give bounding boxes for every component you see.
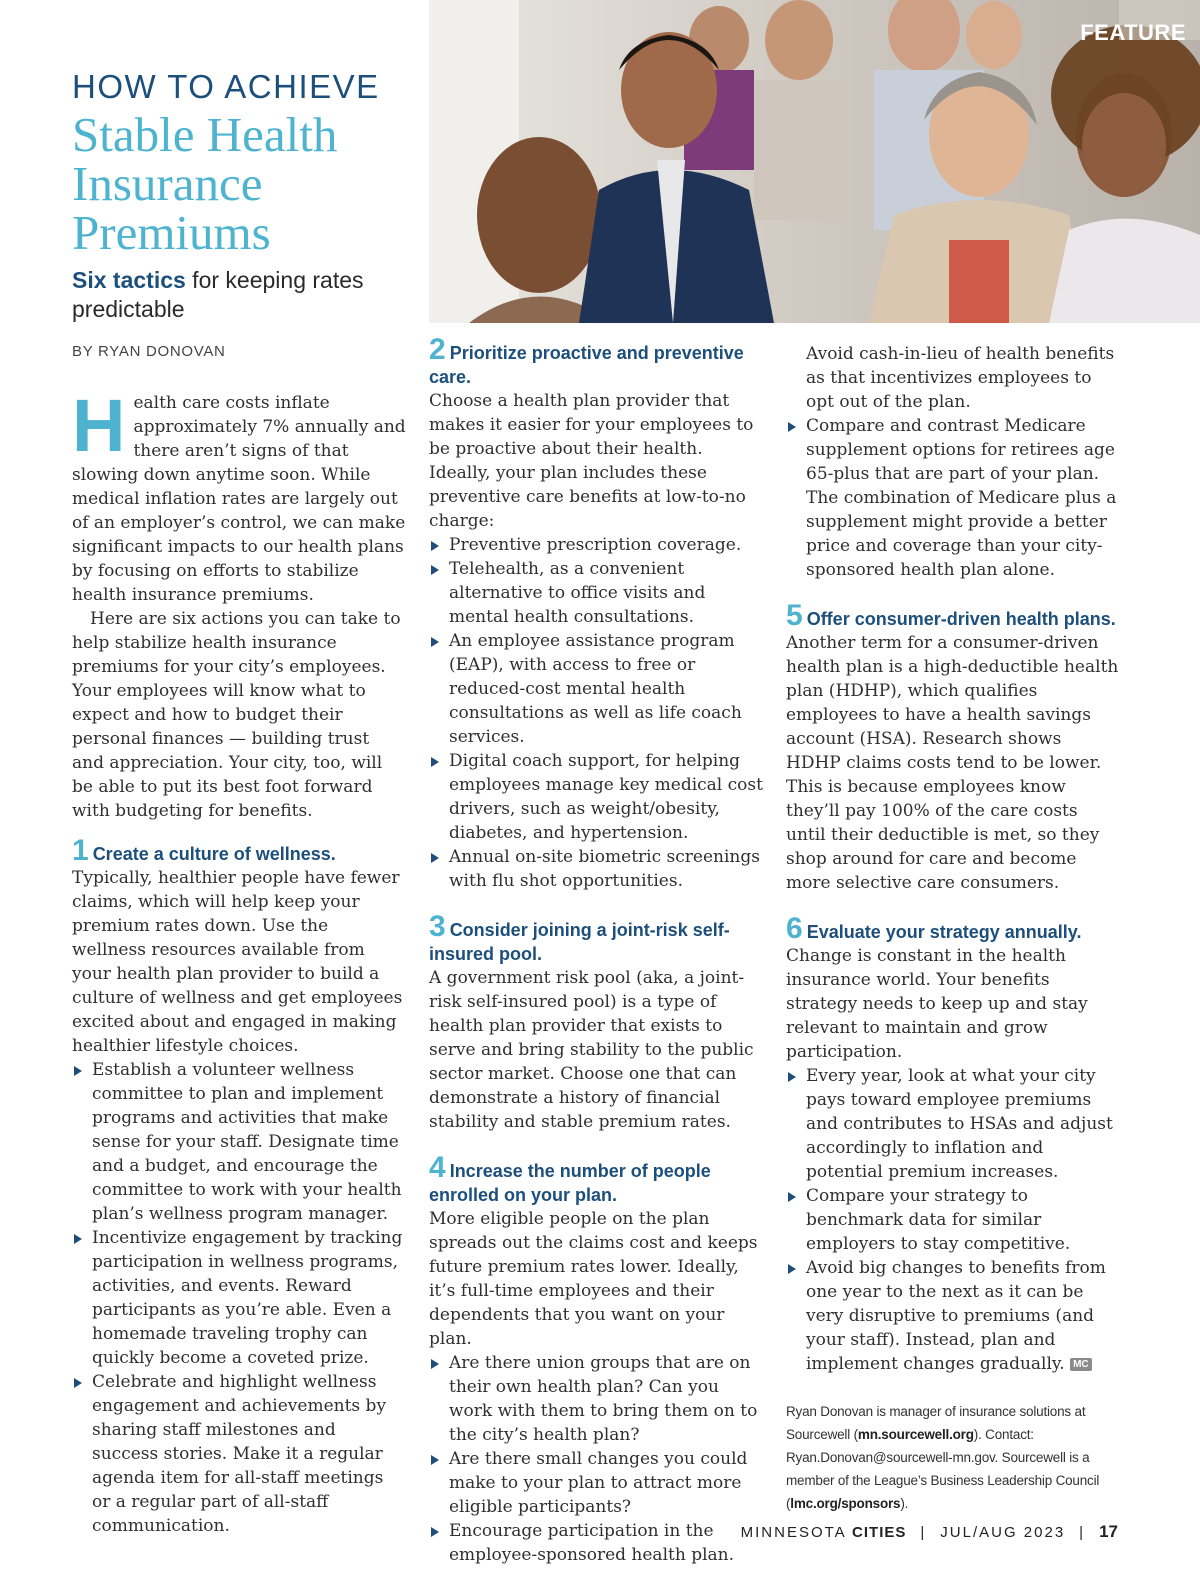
bio-text: ). Contact: Ryan.Donovan@sourcewell-mn.gov. Sourcewell is a member of the League’s Business Leadership Council ( (786, 1427, 1100, 1511)
section-4-bullets (429, 1351, 763, 1567)
bio-link[interactable]: mn.sourcewell.org (857, 1427, 974, 1442)
bullet-item: Every year, look at what your city pays toward employee premiums and contributes to HSAs and adjust accordingly to inflation and potential premium increases. (786, 1064, 1120, 1184)
section-number: 6 (786, 912, 803, 945)
magazine-name-bold: CITIES (852, 1524, 907, 1541)
subtitle (72, 266, 412, 324)
column-3 (786, 342, 1120, 1376)
section-number: 5 (786, 599, 803, 632)
section-title: Create a culture of wellness. (92, 844, 336, 864)
page-footer: MINNESOTA CITIES | JUL/AUG 2023 | 17 (740, 1522, 1118, 1541)
section-1-heading (72, 834, 406, 867)
section-2-heading (429, 333, 763, 389)
bullet-item: Compare and contrast Medicare supplement options for retirees age 65-plus that are part of your plan. The combination of Medicare plus a supplement might provide a better price and coverage than your city-sponsored health plan alone. (786, 414, 1120, 582)
bullet-item: Telehealth, as a convenient alternative to office visits and mental health consultations. (429, 557, 763, 629)
bio-text: ). (900, 1496, 909, 1511)
subtitle-bold: Six tactics (72, 267, 186, 293)
section-6-body: Change is constant in the health insurance world. Your benefits strategy needs to keep up and stay relevant to maintain and grow participation. (786, 946, 1088, 1062)
bullet-item: Preventive prescription coverage. (429, 533, 763, 557)
intro-paragraph (72, 384, 406, 607)
section-title: Increase the number of people enrolled on your plan. (429, 1161, 711, 1205)
intro-text: ealth care costs inflate approximately 7% annually and there aren’t signs of that slowing down anytime soon. While medical inflation rates are largely out of an employer’s control, we can make significant impacts to our health plans by focusing on efforts to stabilize health insurance premiums. (72, 393, 406, 605)
section-number: 3 (429, 910, 446, 943)
end-mark-icon: MC (1070, 1358, 1092, 1371)
kicker: HOW TO ACHIEVE (72, 68, 380, 105)
title-line: Premiums (72, 205, 271, 260)
section-2-body: Choose a health plan provider that makes it easier for your employees to be proactive about their health. Ideally, your plan includes these preventive care benefits at low-to-no charge: (429, 391, 754, 531)
bullet-item: Digital coach support, for helping employees manage key medical cost drivers, such as weight/obesity, diabetes, and hypertension. (429, 749, 763, 845)
title-line: Stable Health (72, 107, 338, 162)
header-photo (429, 0, 1200, 323)
section-3-heading (429, 910, 763, 966)
bullet-item: Are there union groups that are on their own health plan? Can you work with them to bring them on to the city’s health plan? (429, 1351, 763, 1447)
bio-text: Ryan Donovan is manager of insurance solutions at Sourcewell ( (786, 1404, 1086, 1442)
bio-link[interactable]: lmc.org/sponsors (790, 1496, 901, 1511)
section-title: Consider joining a joint-risk self-insured pool. (429, 920, 730, 964)
section-4-bullets-continued (786, 414, 1120, 582)
bullet-item: An employee assistance program (EAP), with access to free or reduced-cost mental health consultations as well as life coach services. (429, 629, 763, 749)
section-6-bullets (786, 1064, 1120, 1376)
issue-date: JUL/AUG 2023 (940, 1524, 1066, 1541)
section-3-body: A government risk pool (aka, a joint-risk self-insured pool) is a type of health plan provider that exists to serve and bring stability to the public sector market. Choose one that can demonstrate a history of financial stability and stable premium rates. (429, 968, 754, 1132)
section-number: 1 (72, 834, 89, 867)
magazine-name: MINNESOTA (740, 1524, 853, 1541)
column-1 (72, 384, 406, 1538)
audience-photo-illustration (429, 0, 1200, 323)
bullet-item: Compare your strategy to benchmark data for similar employers to stay competitive. (786, 1184, 1120, 1256)
section-title: Offer consumer-driven health plans. (806, 609, 1116, 629)
section-5-heading (786, 599, 1120, 632)
feature-label: FEATURE (1080, 20, 1186, 45)
drop-cap: H (72, 384, 126, 467)
intro-paragraph-2: Here are six actions you can take to help stabilize health insurance premiums for your city’s employees. Your employees will know what to expect and how to budget their personal finances — building trust and appreciation. Your city, too, will be able to put its best foot forward with budgeting for benefits. (72, 609, 401, 821)
page-number: 17 (1099, 1522, 1118, 1541)
section-1-bullets (72, 1058, 406, 1538)
bullet-item: Establish a volunteer wellness committee to plan and implement programs and activities that make sense for your staff. Designate time and a budget, and encourage the committee to work with your health plan’s wellness program manager. (72, 1058, 406, 1226)
bullet-item: Celebrate and highlight wellness engagement and achievements by sharing staff milestones and success stories. Make it a regular agenda item for all-staff meetings or a regular part of all-staff communication. (72, 1370, 406, 1538)
bullet-item (786, 1256, 1120, 1376)
article-title (72, 107, 422, 260)
author-bio (786, 1400, 1126, 1515)
section-5-body: Another term for a consumer-driven health plan is a high-deductible health plan (HDHP), which qualifies employees to have a health savings account (HSA). Research shows HDHP claims costs tend to be lower. This is because employees know they’ll pay 100% of the care costs until their deductible is met, so they shop around for care and become more selective care consumers. (786, 633, 1119, 893)
column-2 (429, 333, 763, 1567)
section-1-body: Typically, healthier people have fewer claims, which will help keep your premium rates down. Use the wellness resources available from your health plan provider to build a culture of wellness and get employees excited about and engaged in making healthier lifestyle choices. (72, 868, 403, 1056)
section-2-bullets (429, 533, 763, 893)
section-title: Prioritize proactive and preventive care. (429, 343, 744, 387)
bullet-item: Are there small changes you could make to your plan to attract more eligible participants? (429, 1447, 763, 1519)
section-4-heading (429, 1151, 763, 1207)
section-title: Evaluate your strategy annually. (806, 922, 1082, 942)
bullet-item: Incentivize engagement by tracking participation in wellness programs, activities, and events. Reward participants as you’re able. Even a homemade traveling trophy can quickly become a coveted prize. (72, 1226, 406, 1370)
bullet-continuation: Avoid cash-in-lieu of health benefits as that incentivizes employees to opt out of the plan. (806, 344, 1115, 412)
byline: BY RYAN DONOVAN (72, 343, 226, 360)
section-number: 4 (429, 1151, 446, 1184)
title-line: Insurance (72, 156, 263, 211)
section-6-heading (786, 912, 1120, 945)
bullet-text: Avoid big changes to benefits from one year to the next as it can be very disruptive to premiums (and your staff). Instead, plan and implement changes gradually. (806, 1258, 1106, 1374)
section-number: 2 (429, 333, 446, 366)
subtitle-rest: for keeping rates predictable (72, 267, 364, 322)
bullet-item: Annual on-site biometric screenings with flu shot opportunities. (429, 845, 763, 893)
bullet-item: Encourage participation in the employee-sponsored health plan. (429, 1519, 763, 1567)
section-4-body: More eligible people on the plan spreads out the claims cost and keeps future premium rates lower. Ideally, it’s full-time employees and their dependents that you want on your plan. (429, 1209, 758, 1349)
